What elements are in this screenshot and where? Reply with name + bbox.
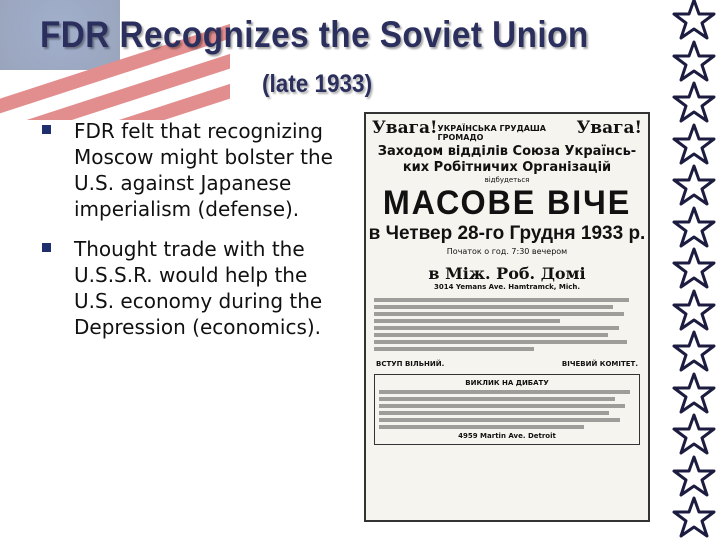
text-line (374, 340, 627, 344)
star-icon (672, 81, 716, 125)
star-icon (672, 413, 716, 457)
star-icon (672, 289, 716, 333)
poster-footer: 4959 Martin Ave. Detroit (458, 432, 556, 440)
poster-organizer: Заходом відділів Союза Українсь-ких Робітничих Організацій (377, 144, 637, 175)
poster-address: 3014 Yemans Ave. Hamtramck, Mich. (433, 283, 581, 291)
bullet-text: FDR felt that recognizing Moscow might bolster the U.S. against Japanese imperialism (defense). (74, 119, 333, 221)
poster-date: в Четвер 28-го Грудня 1933 р. (368, 223, 646, 244)
slide-title: FDR Recognizes the Soviet Union (40, 14, 589, 55)
star-icon (672, 206, 716, 250)
star-icon (672, 455, 716, 499)
star-icon (672, 123, 716, 167)
poster-warning-left: Увага! (372, 118, 438, 138)
text-line (374, 319, 560, 323)
poster-sign-left: ВСТУП ВІЛЬНИЙ. (376, 360, 445, 368)
text-line (379, 390, 630, 394)
star-column (668, 0, 720, 540)
star-icon (672, 330, 716, 374)
poster-image (364, 112, 650, 522)
text-line (374, 305, 613, 309)
text-line (374, 347, 534, 351)
poster-box-title: ВИКЛИК НА ДИБАТУ (465, 379, 549, 387)
poster-headline: МАСОВЕ ВІЧЕ (382, 184, 632, 222)
star-icon (672, 40, 716, 84)
text-line (379, 397, 615, 401)
text-line (374, 298, 629, 302)
poster-time: Початок о год. 7:30 вечером (446, 247, 568, 256)
square-bullet-icon (42, 243, 51, 252)
text-line (374, 312, 624, 316)
poster-debate-box (374, 374, 640, 445)
poster-organizer-note: відбудеться (484, 176, 530, 184)
text-line (379, 425, 584, 429)
poster-body-text (366, 291, 648, 358)
poster-sign-right: ВІЧЕВИЙ КОМІТЕТ. (561, 360, 638, 368)
poster-signatures (366, 358, 648, 370)
text-line (379, 411, 609, 415)
square-bullet-icon (42, 125, 51, 134)
bullet-text: Thought trade with the U.S.S.R. would help the U.S. economy during the Depression (economics). (74, 237, 323, 339)
poster-header-mid: УКРАЇНСЬКА ГРУДАША ГРОМАДО (437, 124, 546, 142)
poster-place: в Між. Роб. Домі (428, 264, 586, 283)
star-icon (672, 372, 716, 416)
slide-subtitle: (late 1933) (262, 70, 373, 98)
star-icon (672, 164, 716, 208)
text-line (379, 404, 625, 408)
text-line (379, 418, 620, 422)
star-icon (672, 247, 716, 291)
text-line (374, 326, 619, 330)
star-icon (672, 496, 716, 540)
poster-header (366, 114, 648, 142)
star-icon (672, 0, 716, 42)
text-line (374, 333, 608, 337)
bullet-list (42, 118, 352, 354)
bullet-item (42, 236, 352, 340)
bullet-item (42, 118, 352, 222)
poster-warning-right: Увага! (576, 118, 642, 138)
